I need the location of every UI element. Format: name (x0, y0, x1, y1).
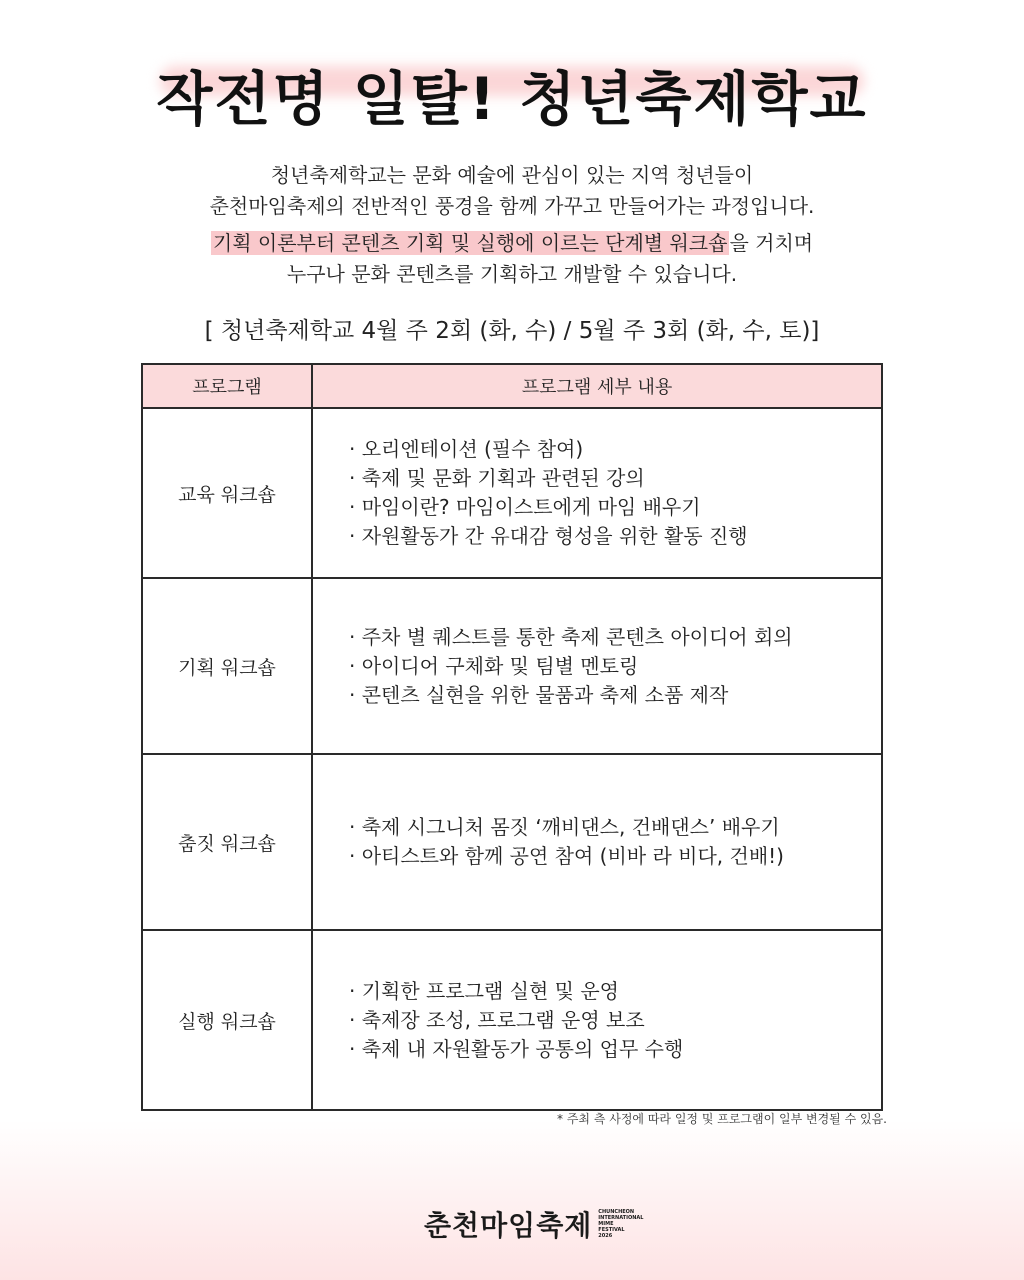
logo-subtext-line: CHUNCHEON (598, 1209, 635, 1215)
detail-item: · 아티스트와 함께 공연 참여 (비바 라 비다, 건배!) (349, 842, 880, 871)
schedule-subtitle: [ 청년축제학교 4월 주 2회 (화, 수) / 5월 주 3회 (화, 수, 토)] (204, 318, 820, 344)
table-row (142, 754, 882, 930)
detail-item: · 주차 별 퀘스트를 통한 축제 콘텐츠 아이디어 회의 (349, 623, 880, 652)
detail-item: · 자원활동가 간 유대감 형성을 위한 활동 진행 (349, 522, 880, 551)
detail-item: · 축제 내 자원활동가 공통의 업무 수행 (349, 1035, 880, 1064)
intro-line-4: 누구나 문화 콘텐츠를 기획하고 개발할 수 있습니다. (286, 262, 738, 286)
header-details: 프로그램 세부 내용 (312, 364, 882, 408)
program-details (312, 930, 882, 1110)
logo-subtext (598, 1209, 644, 1239)
logo-subtext-line: 2026 (598, 1233, 613, 1239)
intro-paragraph-2 (0, 228, 1024, 290)
footnote: * 주최 측 사정에 따라 일정 및 프로그램이 일부 변경될 수 있음. (557, 1112, 887, 1126)
logo-subtext-line: INTERNATIONAL (598, 1215, 644, 1221)
intro-line-1: 청년축제학교는 문화 예술에 관심이 있는 지역 청년들이 (270, 163, 754, 187)
intro-highlight: 기획 이론부터 콘텐츠 기획 및 실행에 이르는 단계별 워크숍 (212, 231, 728, 255)
program-name: 실행 워크숍 (142, 930, 312, 1110)
intro-line-3-rest: 을 거치며 (729, 231, 814, 255)
table-row (142, 408, 882, 578)
detail-item: · 축제장 조성, 프로그램 운영 보조 (349, 1006, 880, 1035)
logo-wordmark: 춘천마임축제 (424, 1209, 593, 1242)
program-name: 춤짓 워크숍 (142, 754, 312, 930)
program-details (312, 754, 882, 930)
table-row (142, 930, 882, 1110)
detail-item: · 축제 및 문화 기획과 관련된 강의 (349, 464, 880, 493)
detail-item: · 마임이란? 마임이스트에게 마임 배우기 (349, 493, 880, 522)
detail-item: · 기획한 프로그램 실현 및 운영 (349, 977, 880, 1006)
program-table (141, 363, 883, 1111)
detail-item: · 오리엔테이션 (필수 참여) (349, 435, 880, 464)
detail-item: · 아이디어 구체화 및 팀별 멘토링 (349, 652, 880, 681)
program-details (312, 408, 882, 578)
intro-line-3 (0, 228, 1024, 259)
program-details (312, 578, 882, 754)
page-title: 작전명 일탈! 청년축제학교 (156, 65, 868, 133)
festival-logo (424, 1204, 644, 1244)
table-row (142, 578, 882, 754)
intro-line-2: 춘천마임축제의 전반적인 풍경을 함께 가꾸고 만들어가는 과정입니다. (209, 194, 815, 218)
detail-item: · 콘텐츠 실현을 위한 물품과 축제 소품 제작 (349, 681, 880, 710)
table-header-row (142, 364, 882, 408)
logo-subtext-line: MIME (598, 1221, 614, 1227)
header-program: 프로그램 (142, 364, 312, 408)
program-name: 교육 워크숍 (142, 408, 312, 578)
program-name: 기획 워크숍 (142, 578, 312, 754)
logo-subtext-line: FESTIVAL (598, 1227, 625, 1233)
intro-paragraph-1 (0, 160, 1024, 222)
detail-item: · 축제 시그니처 몸짓 ‘깨비댄스, 건배댄스’ 배우기 (349, 813, 880, 842)
